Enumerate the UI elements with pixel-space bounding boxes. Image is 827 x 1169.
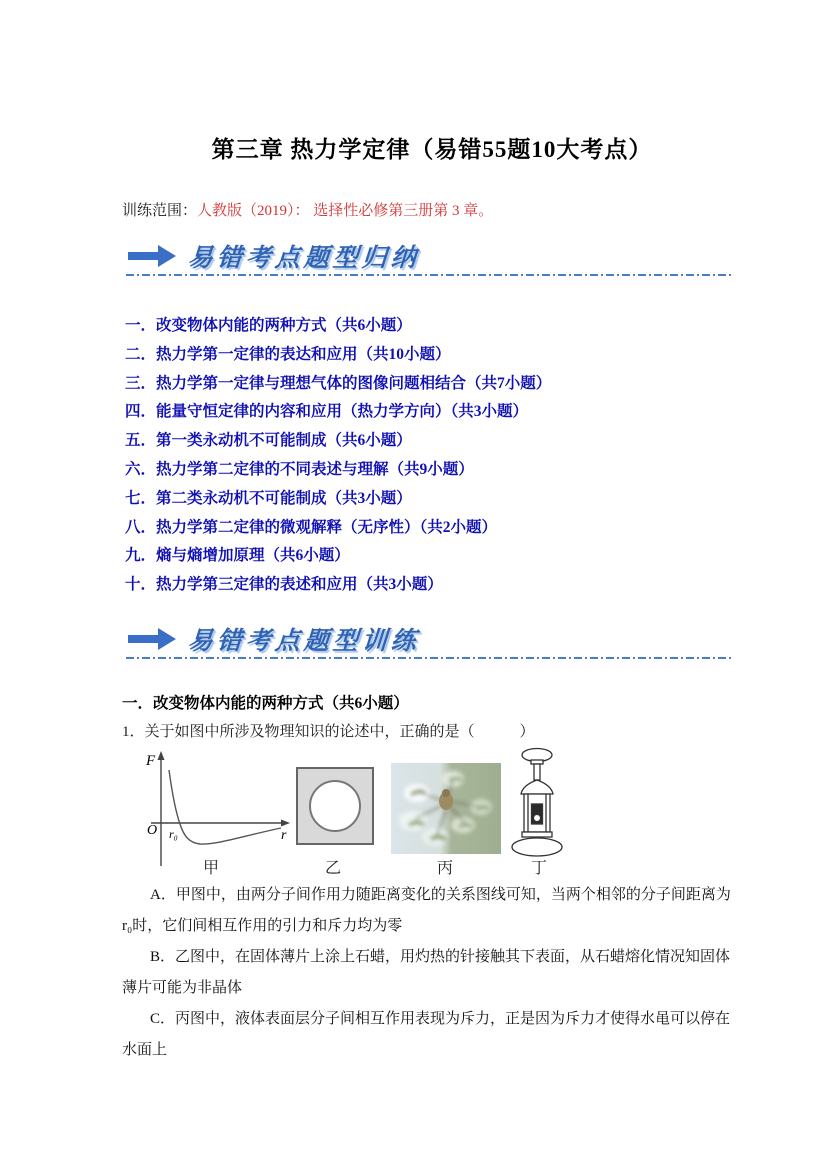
option-b-line2: 薄片可能为非晶体 — [122, 980, 243, 996]
banner-practice-title: 易错考点题型训练 — [186, 628, 421, 655]
page-title: 第三章 热力学定律（易错55题10大考点） — [211, 137, 653, 163]
toc-item-2: 二．热力学第一定律的表达和应用（共10小题） — [125, 345, 451, 363]
option-c-line1: C．丙图中，液体表面层分子间相互作用表现为斥力，正是因为斥力才使得水黾可以停在 — [150, 1011, 731, 1027]
graph-y-axis-label: F — [146, 753, 156, 769]
graph-x-axis-label: r — [281, 828, 287, 843]
toc-item-9: 九．熵与熵增加原理（共6小题） — [125, 547, 350, 565]
wax-plate-illustration — [296, 767, 374, 845]
arrow-right-icon — [126, 626, 178, 652]
banner-practice-row — [126, 621, 420, 657]
figure-caption-ding: 丁 — [530, 860, 547, 877]
fire-syringe-illustration — [510, 746, 564, 860]
toc-item-1: 一．改变物体内能的两种方式（共6小题） — [125, 317, 412, 334]
toc-item-8: 八．热力学第二定律的微观解释（无序性）（共2小题） — [125, 518, 498, 536]
figure-caption-jia: 甲 — [202, 860, 219, 877]
option-b-line1: B．乙图中，在固体薄片上涂上石蜡，用灼热的针接触其下表面，从石蜡熔化情况知固体 — [150, 949, 731, 965]
dashed-divider — [126, 274, 732, 276]
graph-r0-mark: r₀ — [169, 827, 178, 841]
banner-summary-title: 易错考点题型归纳 — [186, 245, 421, 272]
option-a-line2: r₀时，它们间相互作用的引力和斥力均为零 — [122, 918, 403, 934]
option-a-line1: A．甲图中，由两分子间作用力随距离变化的关系图线可知，当两个相邻的分子间距离为 — [150, 887, 731, 903]
toc-item-4: 四．能量守恒定律的内容和应用（热力学方向）（共3小题） — [125, 403, 529, 421]
water-strider-photo — [391, 763, 501, 854]
force-distance-graph — [143, 748, 295, 870]
training-scope — [122, 199, 722, 220]
scope-value: 人教版（2019）： 选择性必修第三册第 3 章。 — [197, 203, 494, 219]
toc-item-3: 三．热力学第一定律与理想气体的图像问题相结合（共7小题） — [125, 374, 552, 392]
figure-caption-yi: 乙 — [324, 860, 341, 877]
toc-item-5: 五．第一类永动机不可能制成（共6小题） — [125, 432, 412, 450]
toc-item-10: 十．热力学第三定律的表述和应用（共3小题） — [125, 576, 443, 594]
option-c-line2: 水面上 — [122, 1042, 168, 1058]
dashed-divider — [126, 657, 732, 659]
section-1-heading: 一．改变物体内能的两种方式（共6小题） — [122, 695, 409, 712]
figure-caption-bing: 丙 — [436, 860, 453, 877]
scope-label: 训练范围： — [122, 203, 198, 219]
graph-origin-label: O — [147, 823, 158, 838]
question-1-options — [122, 880, 731, 1066]
toc-item-6: 六．热力学第二定律的不同表述与理解（共9小题） — [125, 460, 474, 478]
plate-hole — [309, 780, 361, 832]
banner-summary — [126, 238, 728, 276]
banner-practice — [126, 621, 728, 659]
error-prone-topic-list — [125, 312, 725, 600]
banner-summary-row — [126, 238, 420, 274]
arrow-right-icon — [126, 243, 178, 269]
question-1-stem: 1．关于如图中所涉及物理知识的论述中，正确的是（ ） — [122, 724, 535, 740]
toc-item-7: 七．第二类永动机不可能制成（共3小题） — [125, 489, 412, 507]
